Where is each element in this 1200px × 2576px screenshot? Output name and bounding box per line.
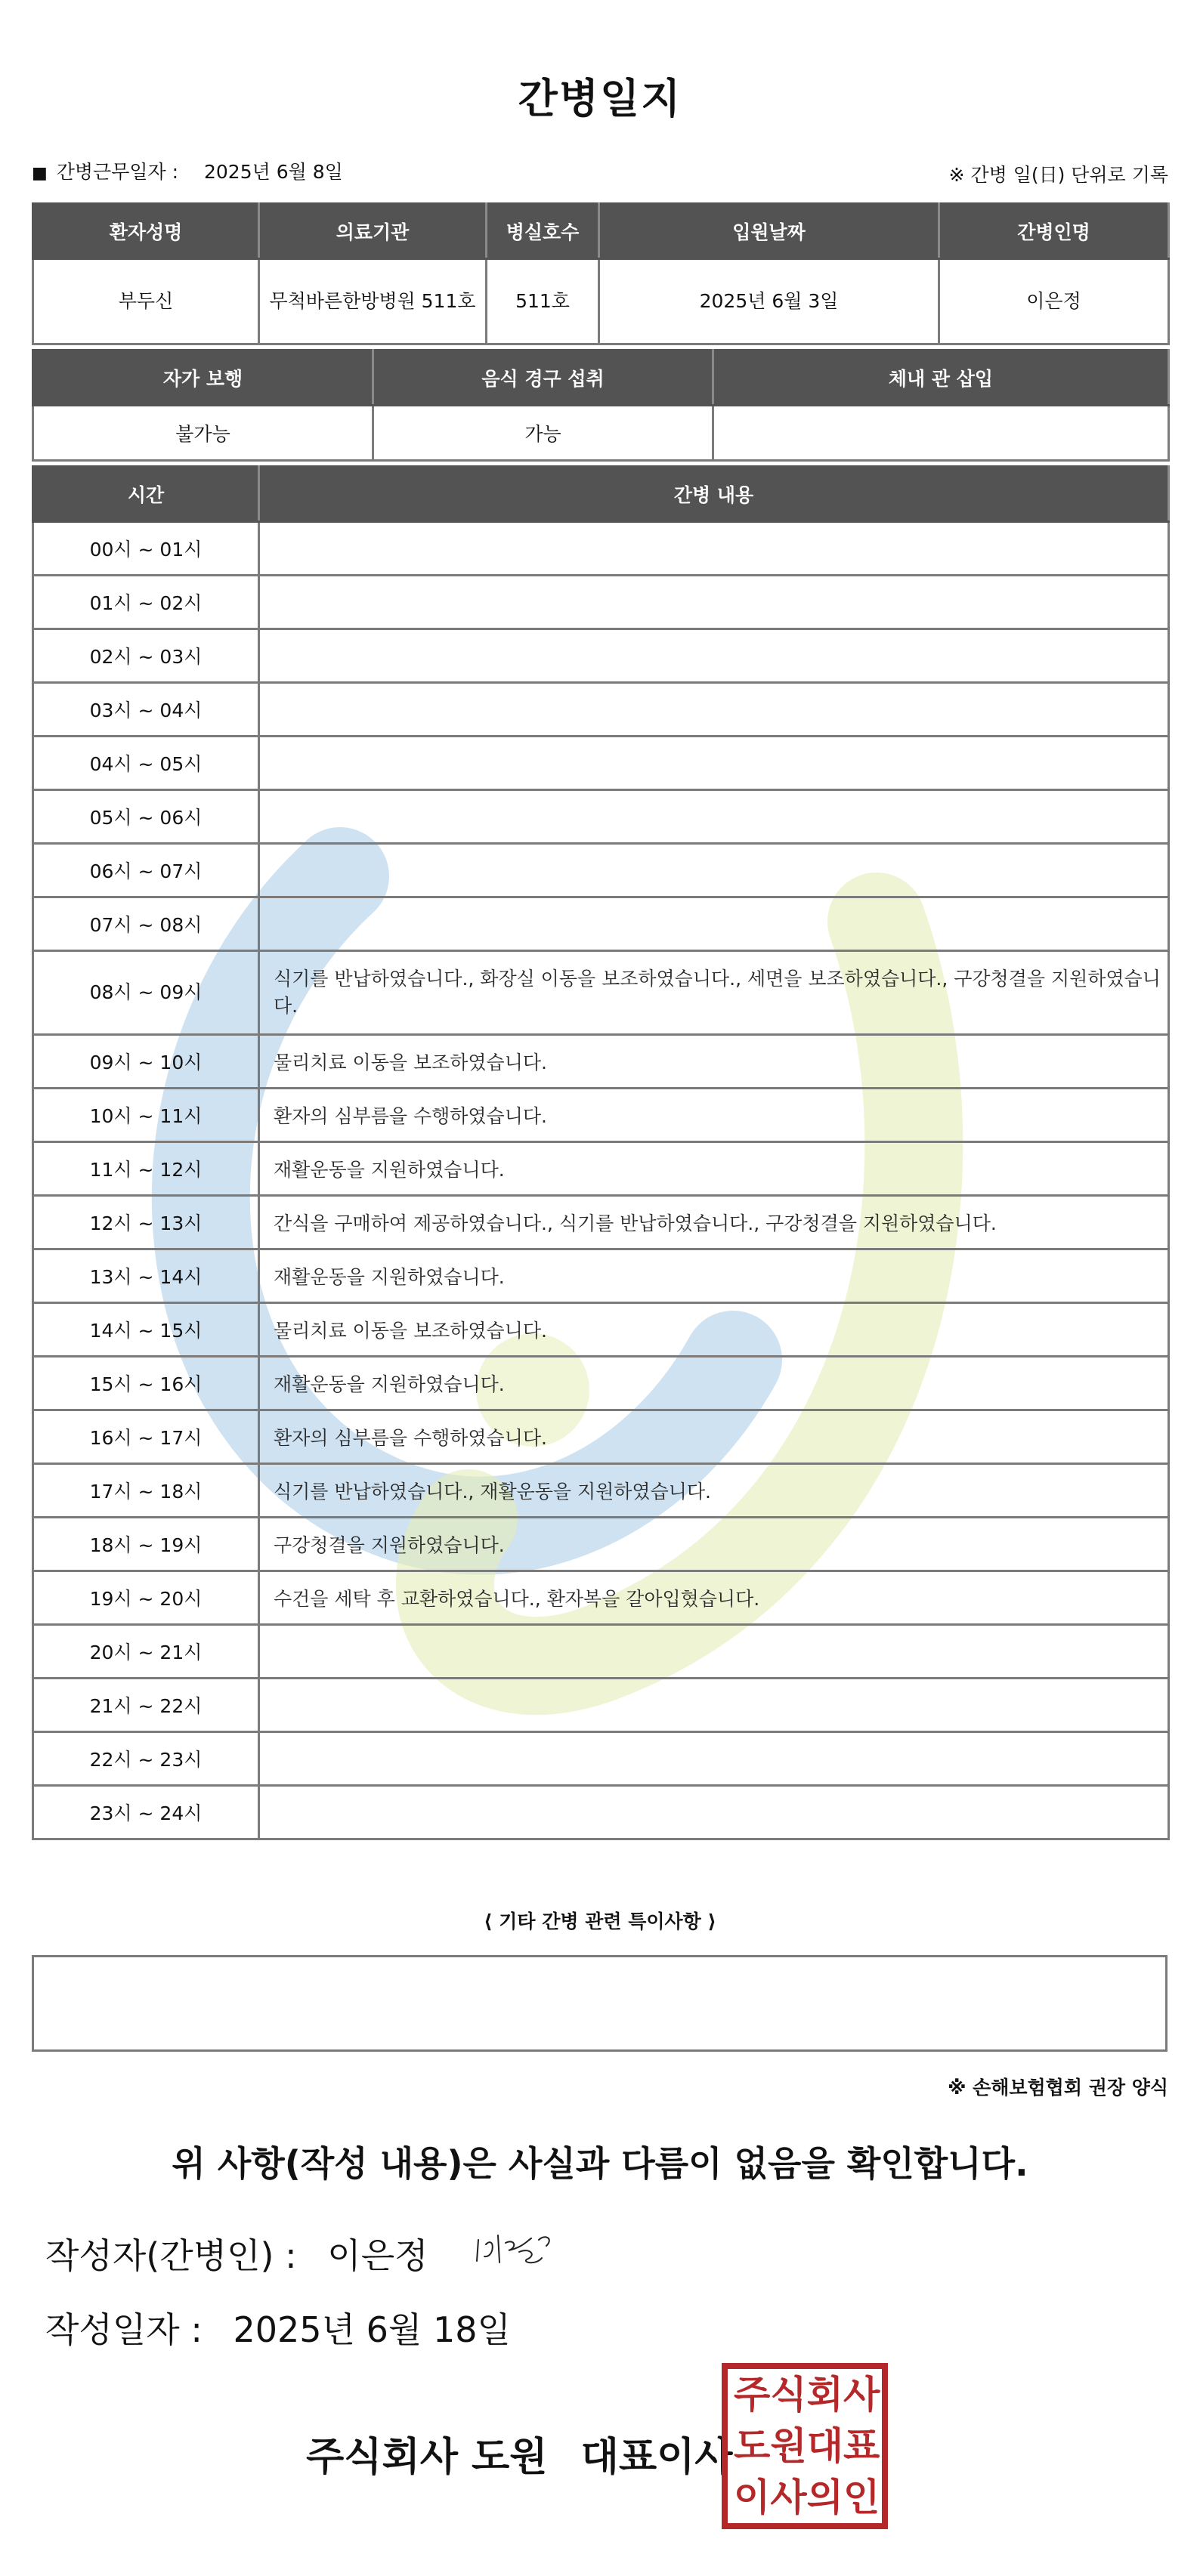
log-row — [33, 1357, 1169, 1410]
log-content — [259, 683, 1169, 737]
log-time: 07시 ~ 08시 — [33, 897, 259, 951]
recommendation-note: ※ 손해보험협회 권장 양식 — [948, 2077, 1168, 2099]
log-row — [33, 737, 1169, 790]
log-row — [33, 1786, 1169, 1839]
seal-char: 주 — [734, 2372, 771, 2417]
seal-char: 식 — [770, 2372, 807, 2417]
write-date-label: 작성일자 : — [45, 2309, 203, 2350]
author-label: 작성자(간병인) : — [45, 2235, 297, 2276]
header-oral-intake: 음식 경구 섭취 — [373, 351, 713, 406]
log-time: 18시 ~ 19시 — [33, 1518, 259, 1571]
log-content: 물리치료 이동을 보조하였습니다. — [259, 1035, 1169, 1089]
seal-char: 사 — [843, 2372, 880, 2417]
work-date-value: 2025년 6월 8일 — [204, 161, 343, 183]
work-date-label: 간병근무일자 — [56, 161, 166, 183]
patient-info-table — [32, 202, 1170, 345]
log-time: 16시 ~ 17시 — [33, 1410, 259, 1464]
log-time: 17시 ~ 18시 — [33, 1464, 259, 1518]
admission-date: 2025년 6월 3일 — [599, 259, 939, 344]
seal-char: 인 — [843, 2475, 880, 2519]
oral-intake-value: 가능 — [373, 406, 713, 461]
log-row — [33, 1035, 1169, 1089]
handwritten-signature — [472, 2225, 563, 2278]
log-time: 13시 ~ 14시 — [33, 1249, 259, 1303]
log-row — [33, 790, 1169, 844]
seal-char: 사 — [770, 2475, 807, 2519]
log-row — [33, 1679, 1169, 1732]
log-content — [259, 522, 1169, 576]
log-time: 22시 ~ 23시 — [33, 1732, 259, 1786]
log-row — [33, 683, 1169, 737]
special-notes-title: ⟨ 기타 간병 관련 특이사항 ⟩ — [484, 1910, 716, 1932]
room-number: 511호 — [487, 259, 599, 344]
log-time: 09시 ~ 10시 — [33, 1035, 259, 1089]
seal-char: 회 — [806, 2372, 843, 2417]
seal-char: 의 — [806, 2475, 843, 2519]
log-time: 20시 ~ 21시 — [33, 1625, 259, 1679]
log-row — [33, 1303, 1169, 1357]
work-date-row — [32, 157, 343, 184]
log-time: 11시 ~ 12시 — [33, 1142, 259, 1196]
record-unit-note: ※ 간병 일(日) 단위로 기록 — [948, 164, 1168, 186]
log-content — [259, 1625, 1169, 1679]
log-row — [33, 1089, 1169, 1142]
log-content: 구강청결을 지원하였습니다. — [259, 1518, 1169, 1571]
log-time: 00시 ~ 01시 — [33, 522, 259, 576]
representative-title: 대표이사 — [580, 2435, 733, 2480]
log-content: 재활운동을 지원하였습니다. — [259, 1142, 1169, 1196]
log-time: 21시 ~ 22시 — [33, 1679, 259, 1732]
patient-name: 부두신 — [33, 259, 259, 344]
log-content: 간식을 구매하여 제공하였습니다., 식기를 반납하였습니다., 구강청결을 지원하였습니다. — [259, 1196, 1169, 1249]
header-care-content: 간병 내용 — [259, 467, 1169, 522]
seal-char: 표 — [843, 2423, 880, 2468]
seal-char: 도 — [734, 2423, 771, 2468]
log-row — [33, 1464, 1169, 1518]
log-row — [33, 951, 1169, 1035]
care-log-table — [32, 465, 1170, 1840]
square-bullet-icon: ■ — [32, 164, 48, 183]
seal-row — [728, 2420, 882, 2472]
log-content — [259, 1679, 1169, 1732]
log-row — [33, 1196, 1169, 1249]
log-time: 02시 ~ 03시 — [33, 629, 259, 683]
log-content — [259, 1786, 1169, 1839]
log-time: 03시 ~ 04시 — [33, 683, 259, 737]
author-row — [45, 2229, 428, 2278]
log-content — [259, 629, 1169, 683]
log-time: 19시 ~ 20시 — [33, 1571, 259, 1625]
log-content: 수건을 세탁 후 교환하였습니다., 환자복을 갈아입혔습니다. — [259, 1571, 1169, 1625]
log-row — [33, 1571, 1169, 1625]
header-tube-insertion: 체내 관 삽입 — [713, 351, 1169, 406]
header-admission-date: 입원날짜 — [599, 204, 939, 259]
company-seal-stamp — [722, 2363, 888, 2529]
log-row — [33, 897, 1169, 951]
header-room-number: 병실호수 — [487, 204, 599, 259]
log-row — [33, 844, 1169, 897]
log-time: 01시 ~ 02시 — [33, 576, 259, 629]
document-title: 간병일지 — [518, 75, 682, 122]
special-notes-box — [32, 1955, 1168, 2052]
log-content: 환자의 심부름을 수행하였습니다. — [259, 1410, 1169, 1464]
log-time: 14시 ~ 15시 — [33, 1303, 259, 1357]
log-content — [259, 897, 1169, 951]
log-row — [33, 1410, 1169, 1464]
log-content: 식기를 반납하였습니다., 화장실 이동을 보조하였습니다., 세면을 보조하였습니다., 구강청결을 지원하였습니다. — [259, 951, 1169, 1035]
company-signature-line — [306, 2425, 733, 2482]
seal-char: 이 — [734, 2475, 771, 2519]
header-patient-name: 환자성명 — [33, 204, 259, 259]
caregiver-name: 이은정 — [939, 259, 1169, 344]
seal-row — [728, 2472, 882, 2523]
log-content: 물리치료 이동을 보조하였습니다. — [259, 1303, 1169, 1357]
log-content — [259, 790, 1169, 844]
log-row — [33, 1625, 1169, 1679]
tube-insertion-value — [713, 406, 1169, 461]
log-content — [259, 576, 1169, 629]
log-time: 04시 ~ 05시 — [33, 737, 259, 790]
log-content: 재활운동을 지원하였습니다. — [259, 1357, 1169, 1410]
log-time: 12시 ~ 13시 — [33, 1196, 259, 1249]
log-content — [259, 737, 1169, 790]
log-content — [259, 1732, 1169, 1786]
log-time: 08시 ~ 09시 — [33, 951, 259, 1035]
log-time: 23시 ~ 24시 — [33, 1786, 259, 1839]
log-row — [33, 1732, 1169, 1786]
log-row — [33, 522, 1169, 576]
log-time: 10시 ~ 11시 — [33, 1089, 259, 1142]
hospital-name: 무척바른한방병원 511호 — [259, 259, 487, 344]
header-hospital: 의료기관 — [259, 204, 487, 259]
log-row — [33, 1142, 1169, 1196]
write-date-row — [45, 2303, 511, 2352]
log-content: 환자의 심부름을 수행하였습니다. — [259, 1089, 1169, 1142]
header-caregiver-name: 간병인명 — [939, 204, 1169, 259]
header-self-walking: 자가 보행 — [33, 351, 373, 406]
log-time: 06시 ~ 07시 — [33, 844, 259, 897]
company-name: 주식회사 도원 — [306, 2435, 548, 2480]
patient-status-table — [32, 349, 1170, 462]
log-row — [33, 1249, 1169, 1303]
author-name: 이은정 — [327, 2235, 428, 2276]
log-content: 재활운동을 지원하였습니다. — [259, 1249, 1169, 1303]
log-row — [33, 629, 1169, 683]
log-row — [33, 1518, 1169, 1571]
write-date-value: 2025년 6월 18일 — [233, 2309, 511, 2350]
seal-char: 원 — [770, 2423, 807, 2468]
self-walking-value: 불가능 — [33, 406, 373, 461]
seal-char: 대 — [806, 2423, 843, 2468]
log-content — [259, 844, 1169, 897]
log-time: 05시 ~ 06시 — [33, 790, 259, 844]
log-row — [33, 576, 1169, 629]
header-time: 시간 — [33, 467, 259, 522]
work-date-separator: : — [172, 161, 179, 183]
confirmation-statement: 위 사항(작성 내용)은 사실과 다름이 없음을 확인합니다. — [172, 2143, 1028, 2184]
seal-row — [728, 2369, 882, 2420]
log-content: 식기를 반납하였습니다., 재활운동을 지원하였습니다. — [259, 1464, 1169, 1518]
log-time: 15시 ~ 16시 — [33, 1357, 259, 1410]
